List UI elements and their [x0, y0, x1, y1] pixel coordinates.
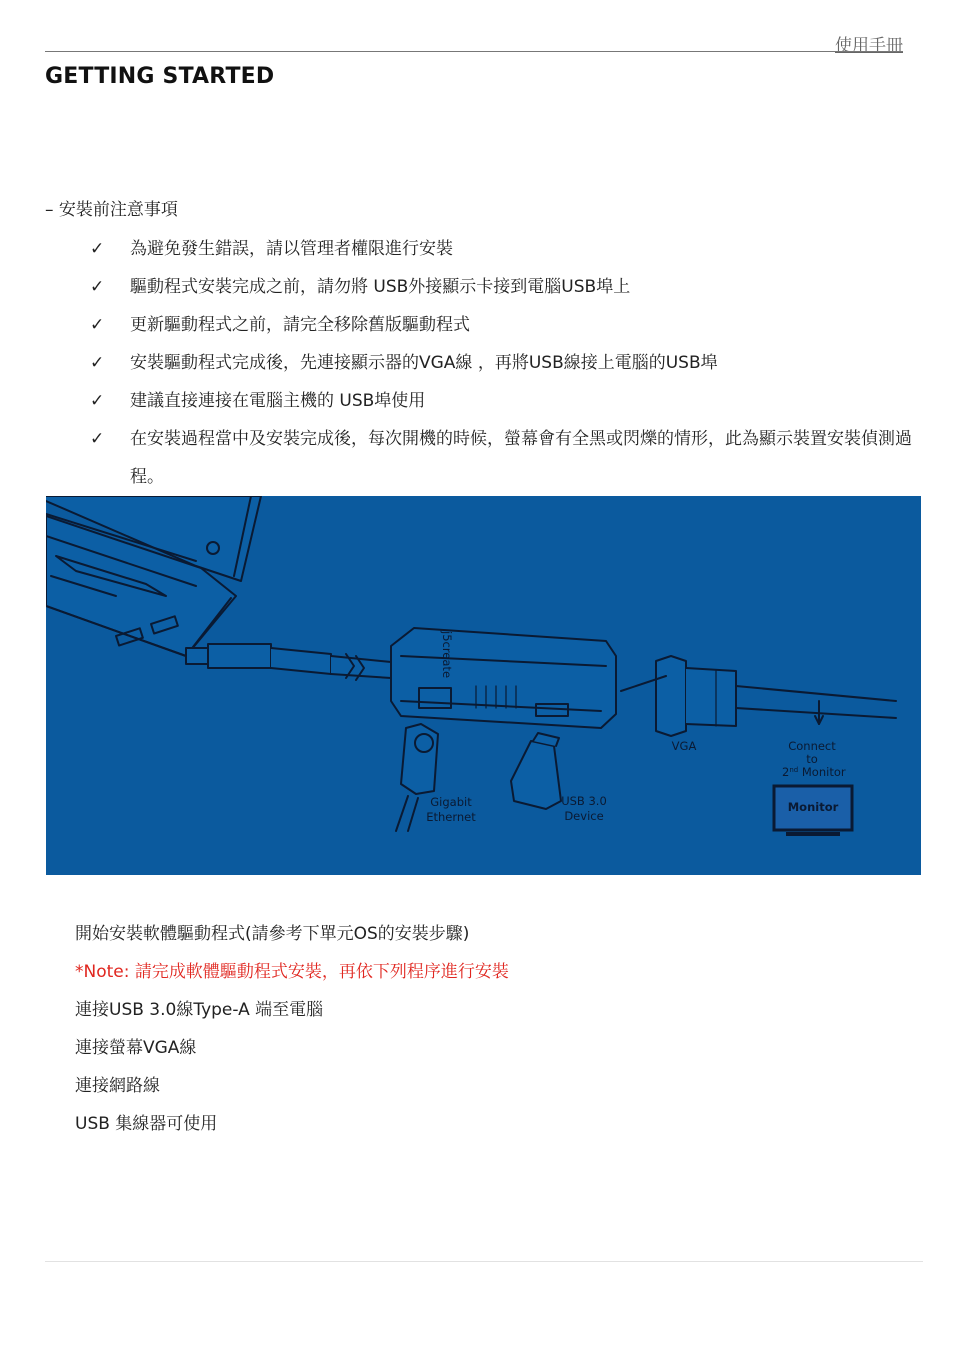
list-item-text: 安裝驅動程式完成後，先連接顯示器的VGA線 ，再將USB線接上電腦的USB埠 — [130, 353, 718, 373]
connect-label-line2: to — [806, 752, 818, 766]
monitor-icon — [774, 786, 852, 836]
step-item: 連接網路線 — [75, 1076, 160, 1096]
list-item — [90, 420, 920, 496]
step-item: 開始安裝軟體驅動程式(請參考下單元OS的安裝步驟) — [75, 924, 470, 944]
list-item-text: 在安裝過程當中及安裝完成後，每次開機的時候，螢幕會有全黑或閃爍的情形，此為顯示裝置安裝偵測過程。 — [130, 429, 912, 487]
install-steps — [75, 915, 509, 1143]
step-item: 連接USB 3.0線Type-A 端至電腦 — [75, 1000, 324, 1020]
footer-divider — [45, 1261, 923, 1262]
adapter-box — [391, 628, 616, 728]
usb-device-label-line2: Device — [564, 809, 604, 823]
connect-monitor-text: Monitor — [798, 765, 846, 779]
checkmark-icon: ✓ — [90, 239, 105, 259]
checkmark-icon: ✓ — [90, 429, 105, 449]
connect-ordinal-suffix: nd — [789, 766, 799, 774]
brand-logo: j5create — [440, 631, 454, 679]
checkmark-icon: ✓ — [90, 277, 105, 297]
checkmark-icon: ✓ — [90, 391, 105, 411]
list-item — [90, 306, 920, 344]
connection-diagram — [46, 496, 921, 875]
header-divider — [45, 51, 903, 52]
connect-label-line1: Connect — [788, 739, 836, 753]
usb-a-plug — [186, 648, 208, 664]
checkmark-icon: ✓ — [90, 315, 105, 335]
list-item-text: 更新驅動程式之前，請完全移除舊版驅動程式 — [130, 315, 470, 335]
connect-label-line3 — [782, 765, 846, 779]
vga-plug — [656, 656, 686, 736]
monitor-label: Monitor — [787, 800, 839, 814]
list-item — [90, 382, 920, 420]
usb-device — [511, 741, 561, 809]
list-item — [90, 230, 920, 268]
precautions-heading: – 安裝前注意事項 — [45, 200, 178, 220]
vga-label: VGA — [671, 739, 697, 753]
list-item — [90, 268, 920, 306]
step-item: 連接螢幕VGA線 — [75, 1038, 197, 1058]
checkmark-icon: ✓ — [90, 353, 105, 373]
gigabit-label-line2: Ethernet — [426, 810, 476, 824]
list-item-text: 為避免發生錯誤，請以管理者權限進行安裝 — [130, 239, 453, 259]
gigabit-label-line1: Gigabit — [430, 795, 472, 809]
manual-label: 使用手冊 — [835, 36, 903, 56]
step-item: USB 集線器可使用 — [75, 1114, 218, 1134]
list-item — [90, 344, 920, 382]
precautions-list — [90, 230, 920, 496]
list-item-text: 驅動程式安裝完成之前，請勿將 USB外接顯示卡接到電腦USB埠上 — [130, 277, 631, 297]
connect-ordinal: 2 — [782, 765, 790, 779]
note-item: *Note: 請完成軟體驅動程式安裝，再依下列程序進行安裝 — [75, 962, 509, 982]
usb-device-label-line1: USB 3.0 — [561, 794, 607, 808]
page-title: GETTING STARTED — [45, 64, 275, 89]
list-item-text: 建議直接連接在電腦主機的 USB埠使用 — [130, 391, 426, 411]
connection-diagram-svg — [46, 496, 921, 875]
